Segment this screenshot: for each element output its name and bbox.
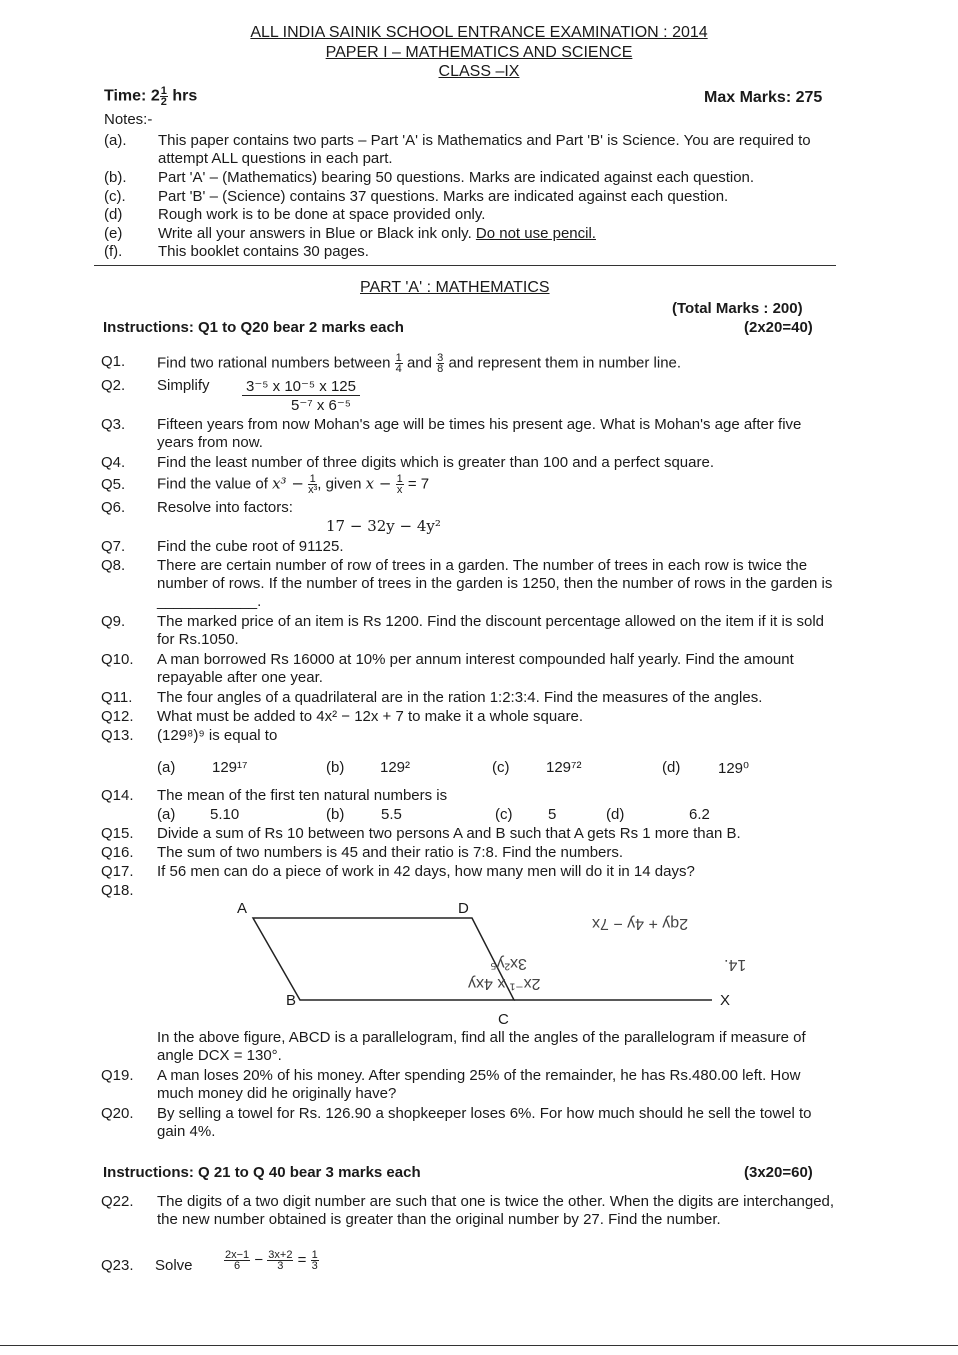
frac-num: 1 bbox=[396, 473, 403, 485]
question-number: Q10. bbox=[101, 651, 134, 668]
frac-num: 1 bbox=[309, 473, 316, 485]
question-number: Q6. bbox=[101, 499, 126, 516]
note-label: (d) bbox=[104, 206, 123, 223]
question-18: In the above figure, ABCD is a parallelogram, find all the angles of the parallelogram if measure of angle DCX = 130°. bbox=[157, 1029, 806, 1064]
note-label: (b). bbox=[104, 169, 127, 186]
question-number: Q16. bbox=[101, 844, 134, 861]
q5-expr-1: x³ − bbox=[272, 474, 304, 493]
option-label: (b) bbox=[326, 759, 345, 776]
frac-den: 3 bbox=[277, 1260, 284, 1272]
q23-equation bbox=[224, 1250, 319, 1271]
fraction bbox=[311, 1250, 319, 1271]
time-frac-num: 1 bbox=[160, 85, 167, 97]
question-number: Q9. bbox=[101, 613, 126, 630]
frac-num: 3 bbox=[437, 352, 444, 364]
question-number: Q18. bbox=[101, 882, 134, 899]
vertex-a-label: A bbox=[237, 900, 248, 917]
question-number: Q12. bbox=[101, 708, 134, 725]
note-text: This booklet contains 30 pages. bbox=[158, 243, 369, 260]
q23-equals: = bbox=[297, 1251, 307, 1269]
question-4: Find the least number of three digits which is greater than 100 and a perfect square. bbox=[157, 454, 714, 471]
note-label: (f). bbox=[104, 243, 123, 260]
question-7: Find the cube root of 91125. bbox=[157, 538, 344, 555]
q2-numerator: 3⁻⁵ x 10⁻⁵ x 125 bbox=[242, 377, 360, 396]
frac-num: 2x−1 bbox=[225, 1249, 250, 1261]
q1-text-a: Find two rational numbers between bbox=[157, 354, 391, 372]
question-14: The mean of the first ten natural numbers is bbox=[157, 787, 448, 804]
option-label: (b) bbox=[326, 806, 345, 823]
question-number: Q5. bbox=[101, 476, 126, 493]
question-10: A man borrowed Rs 16000 at 10% per annum interest compounded half yearly. Find the amount repayable after one year. bbox=[157, 651, 794, 686]
time-label: Time: 2 bbox=[104, 87, 160, 105]
instructions-q21-q40: Instructions: Q 21 to Q 40 bear 3 marks each bbox=[103, 1164, 421, 1181]
q2-denominator: 5⁻⁷ x 6⁻⁵ bbox=[291, 397, 351, 414]
note-text: Rough work is to be done at space provided only. bbox=[158, 206, 486, 223]
note-text: Part 'B' – (Science) contains 37 questions. Marks are indicated against each question. bbox=[158, 188, 729, 205]
marks-q21-q40: (3x20=60) bbox=[744, 1164, 813, 1181]
question-20: By selling a towel for Rs. 126.90 a shopkeeper loses 6%. For how much should he sell the towel to gain 4%. bbox=[157, 1105, 812, 1140]
question-8: There are certain number of row of trees in a garden. The number of trees in each row is twice the number of rows. If the number of trees in the garden is 1250, then the number of rows in the garden is ____________. bbox=[157, 557, 833, 610]
question-number: Q7. bbox=[101, 538, 126, 555]
question-number: Q11. bbox=[101, 689, 133, 706]
fraction bbox=[224, 1250, 250, 1271]
frac-num: 1 bbox=[311, 1249, 318, 1261]
note-label: (c). bbox=[104, 188, 126, 205]
question-3: Fifteen years from now Mohan's age will be times his present age. What is Mohan's age after five years from now. bbox=[157, 416, 802, 451]
time-unit: hrs bbox=[172, 87, 198, 105]
option-label: (a) bbox=[157, 759, 176, 776]
bleed-text: 14. bbox=[724, 956, 747, 973]
option-value: 129⁰ bbox=[718, 760, 750, 777]
option-label: (d) bbox=[662, 759, 681, 776]
question-12: What must be added to 4x² − 12x + 7 to make it a whole square. bbox=[157, 708, 584, 725]
question-number: Q8. bbox=[101, 557, 126, 574]
question-number: Q23. bbox=[101, 1257, 134, 1274]
frac-den: 6 bbox=[234, 1260, 241, 1272]
q5-expr-2: x − bbox=[365, 474, 392, 493]
part-a-title: PART 'A' : MATHEMATICS bbox=[360, 279, 550, 296]
q1-text-b: and represent them in number line. bbox=[448, 354, 682, 372]
option-label: (a) bbox=[157, 806, 176, 823]
q5-text-b: , given bbox=[317, 475, 362, 493]
option-value: 129⁷² bbox=[546, 759, 582, 776]
question-15: Divide a sum of Rs 10 between two persons A and B such that A gets Rs 1 more than B. bbox=[157, 825, 741, 842]
option-value: 129¹⁷ bbox=[212, 759, 248, 776]
exam-title: ALL INDIA SAINIK SCHOOL ENTRANCE EXAMINATION : 2014 bbox=[250, 24, 708, 41]
point-x-label: X bbox=[720, 992, 731, 1009]
question-number: Q4. bbox=[101, 454, 126, 471]
question-number: Q13. bbox=[101, 727, 134, 744]
paper-title: PAPER I – MATHEMATICS AND SCIENCE bbox=[325, 44, 633, 61]
frac-den: x bbox=[396, 484, 403, 496]
question-number: Q20. bbox=[101, 1105, 134, 1122]
q23-solve: Solve bbox=[155, 1257, 193, 1274]
max-marks: Max Marks: 275 bbox=[704, 89, 823, 106]
question-17: If 56 men can do a piece of work in 42 days, how many men will do it in 14 days? bbox=[157, 863, 695, 880]
q5-expr-3: = 7 bbox=[407, 475, 430, 493]
option-value: 129² bbox=[380, 759, 411, 776]
option-label: (c) bbox=[492, 759, 510, 776]
note-ink-text: Write all your answers in Blue or Black ink only. bbox=[158, 225, 472, 242]
instructions-q1-q20: Instructions: Q1 to Q20 bear 2 marks each bbox=[103, 319, 404, 336]
vertex-c-label: C bbox=[498, 1011, 509, 1028]
q5-text-a: Find the value of bbox=[157, 475, 268, 493]
option-value: 5 bbox=[548, 806, 557, 823]
note-label: (e) bbox=[104, 225, 123, 242]
question-16: The sum of two numbers is 45 and their ratio is 7:8. Find the numbers. bbox=[157, 844, 624, 861]
option-value: 6.2 bbox=[689, 806, 710, 823]
frac-den: 8 bbox=[437, 363, 444, 375]
bleed-text: 3x²y⁵ bbox=[490, 955, 527, 972]
question-number: Q14. bbox=[101, 787, 134, 804]
vertex-d-label: D bbox=[458, 900, 469, 917]
question-number: Q17. bbox=[101, 863, 134, 880]
question-11: The four angles of a quadrilateral are in the ration 1:2:3:4. Find the measures of the angles. bbox=[157, 689, 763, 706]
frac-den: 3 bbox=[311, 1260, 318, 1272]
frac-num: 1 bbox=[395, 352, 402, 364]
note-text: This paper contains two parts – Part 'A' is Mathematics and Part 'B' is Science. You are required to attempt ALL questions in each part. bbox=[158, 132, 811, 167]
time-frac-den: 2 bbox=[160, 96, 167, 108]
question-number: Q15. bbox=[101, 825, 134, 842]
frac-den: 4 bbox=[395, 363, 402, 375]
marks-q1-q20: (2x20=40) bbox=[744, 319, 813, 336]
q1-and: and bbox=[406, 354, 432, 372]
question-number: Q3. bbox=[101, 416, 126, 433]
note-label: (a). bbox=[104, 132, 127, 149]
question-number: Q22. bbox=[101, 1193, 134, 1210]
question-13: (129⁸)⁹ is equal to bbox=[157, 727, 278, 744]
option-label: (c) bbox=[495, 806, 513, 823]
option-value: 5.10 bbox=[210, 806, 240, 823]
q23-minus: − bbox=[254, 1251, 264, 1269]
question-19: A man loses 20% of his money. After spending 25% of the remainder, he has Rs.480.00 left. How much money did he originally have? bbox=[157, 1067, 801, 1102]
question-22: The digits of a two digit number are such that one is twice the other. When the digits are interchanged, the new number obtained is greater than the original number by 27. Find the number. bbox=[157, 1193, 835, 1228]
question-6: Resolve into factors: bbox=[157, 499, 293, 516]
frac-num: 3x+2 bbox=[268, 1249, 293, 1261]
question-number: Q2. bbox=[101, 377, 126, 394]
bleed-text: 2x⁻¹ x 4xy bbox=[468, 975, 541, 992]
fraction bbox=[267, 1250, 293, 1271]
q6-expression: 17 − 32y − 4y² bbox=[326, 517, 441, 535]
question-9: The marked price of an item is Rs 1200. Find the discount percentage allowed on the item if it is sold for Rs.1050. bbox=[157, 613, 825, 648]
question-number: Q19. bbox=[101, 1067, 134, 1084]
frac-den: x³ bbox=[308, 484, 318, 496]
page-bottom-rule bbox=[0, 1345, 958, 1346]
option-label: (d) bbox=[606, 806, 625, 823]
vertex-b-label: B bbox=[286, 992, 297, 1009]
class-title: CLASS –IX bbox=[438, 63, 520, 80]
total-marks: (Total Marks : 200) bbox=[672, 300, 803, 317]
note-pencil: Do not use pencil. bbox=[475, 225, 596, 242]
q2-simplify: Simplify bbox=[157, 377, 210, 394]
option-value: 5.5 bbox=[381, 806, 402, 823]
notes-heading: Notes:- bbox=[104, 111, 153, 128]
bleed-text: 2qy + 4y − 7x bbox=[592, 915, 689, 932]
question-number: Q1. bbox=[101, 353, 126, 370]
note-text: Part 'A' – (Mathematics) bearing 50 questions. Marks are indicated against each question. bbox=[158, 169, 755, 186]
